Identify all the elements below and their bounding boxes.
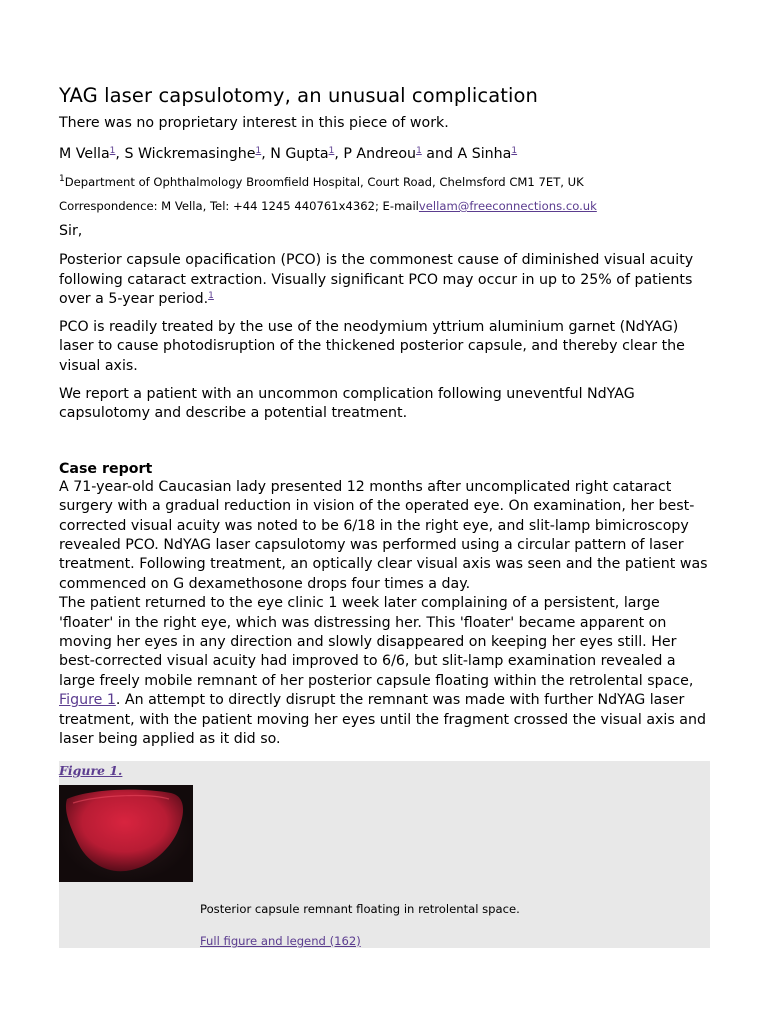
author-name: N Gupta: [270, 146, 329, 162]
article-title: YAG laser capsulotomy, an unusual complication: [59, 84, 539, 107]
affiliation-ref-link[interactable]: 1: [416, 146, 422, 156]
paragraph-text: . An attempt to directly disrupt the remnant was made with further NdYAG laser treatment, with the patient moving her eyes until the fragment crossed the visual axis and laser being applied as it did so.: [59, 692, 706, 748]
case-paragraph-2: [59, 594, 710, 749]
author-list: [59, 145, 710, 164]
author-name: S Wickremasinghe: [124, 146, 256, 162]
affiliation-ref-link[interactable]: 1: [511, 146, 518, 156]
full-figure-link[interactable]: Full figure and legend (162): [200, 934, 361, 948]
affiliation-number: 1: [59, 174, 65, 184]
figure-1-link[interactable]: Figure 1: [59, 692, 116, 709]
correspondence: [59, 198, 710, 214]
email-link[interactable]: vellam@freeconnections.co.uk: [418, 199, 597, 213]
author-name: A Sinha: [457, 146, 512, 162]
correspondence-text: Correspondence: M Vella, Tel: +44 1245 440761x4362; E-mail: [59, 199, 419, 213]
figure-panel: [59, 761, 710, 948]
salutation: Sir,: [59, 223, 83, 239]
affiliation: [59, 174, 710, 190]
capsule-remnant-image: [59, 785, 193, 882]
affiliation-text: Department of Ophthalmology Broomfield Hospital, Court Road, Chelmsford CM1 7ET, UK: [64, 175, 584, 189]
author-name: P Andreou: [343, 146, 417, 162]
affiliation-ref-link[interactable]: 1: [328, 146, 335, 156]
paragraph-treatment: PCO is readily treated by the use of the neodymium yttrium aluminium garnet (NdYAG) laser to cause photodisruption of the thickened posterior capsule, and thereby clear the visual axis.: [59, 318, 685, 374]
paragraph-report: We report a patient with an uncommon complication following uneventful NdYAG capsulotomy and describe a potential treatment.: [59, 385, 635, 422]
article: [59, 84, 710, 749]
case-paragraph-1: A 71-year-old Caucasian lady presented 12 months after uncomplicated right cataract surgery with a gradual reduction in vision of the operated eye. On examination, her best-corrected visual acuity was noted to be 6/18 in the right eye, and slit-lamp bimicroscopy revealed PCO. NdYAG laser capsulotomy was performed using a circular pattern of laser treatment. Following treatment, an optically clear visual axis was seen and the patient was commenced on G dexamethosone drops four times a day.: [59, 478, 708, 592]
paragraph-text: Posterior capsule opacification (PCO) is the commonest cause of diminished visual acuity following cataract extraction. Visually significant PCO may occur in up to 25% of patients over a 5-year period.: [59, 252, 694, 308]
author-name: M Vella: [59, 146, 110, 162]
author-separator: and: [421, 146, 458, 162]
affiliation-ref-link[interactable]: 1: [109, 146, 116, 156]
paragraph-intro: [59, 251, 710, 310]
author-separator: ,: [261, 146, 271, 162]
interest-statement: There was no proprietary interest in this piece of work.: [59, 115, 449, 131]
figure-caption: Posterior capsule remnant floating in retrolental space.: [200, 902, 520, 916]
author-separator: ,: [334, 146, 344, 162]
figure-label-link[interactable]: Figure 1.: [59, 763, 123, 778]
case-report-heading: Case report: [59, 460, 153, 477]
affiliation-ref-link[interactable]: 1: [255, 146, 262, 156]
figure-thumbnail[interactable]: [59, 785, 193, 882]
reference-link[interactable]: 1: [208, 291, 214, 302]
paragraph-text: The patient returned to the eye clinic 1 week later complaining of a persistent, large 'floater' in the right eye, which was distressing her. This 'floater' became apparent on moving her eyes in any direction and slowly disappeared on keeping her eyes still. Her best-corrected visual acuity had improved to 6/6, but slit-lamp examination revealed a large freely mobile remnant of her posterior capsule floating within the retrolental space,: [59, 595, 694, 689]
author-separator: ,: [115, 146, 125, 162]
